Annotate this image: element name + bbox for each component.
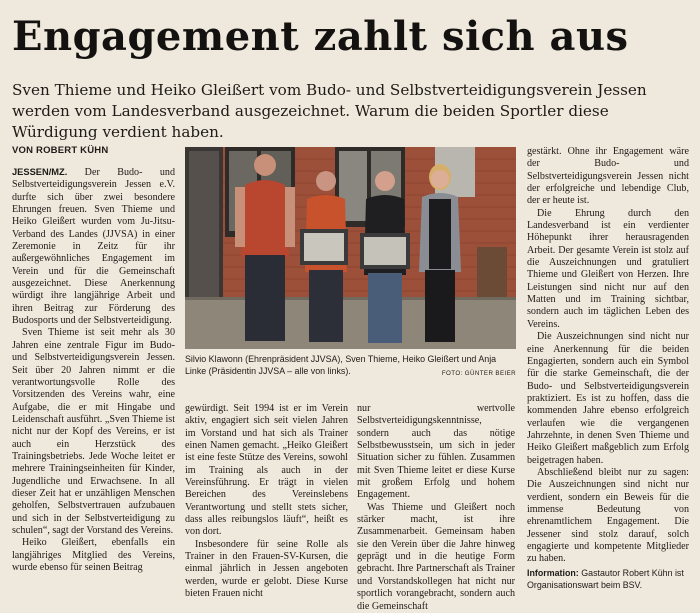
paragraph	[12, 166, 175, 327]
subheadline: Sven Thieme und Heiko Gleißert vom Budo- und Selbstverteidigungsverein Jessen werden vom Landesverband ausgezeichnet. Warum die beiden Sportler diese Würdigung verdient haben.	[12, 81, 647, 141]
paragraph: Heiko Gleißert, ebenfalls ein langjähriges Mitglied des Vereins, wurde ebenso für seinen Beitrag	[12, 537, 175, 573]
paragraph: Abschließend bleibt nur zu sagen: Die Auszeichnungen sind nicht nur verdient, sondern ein Beweis für die immense Bedeutung von ehrenamtlichem Engagement. Die Jessener sind stolz darauf, solch engagierte und kompetente Mitglieder zu haben.	[527, 466, 689, 565]
article-column-1	[12, 166, 175, 602]
award-photo-illustration	[185, 147, 516, 349]
paragraph: gestärkt. Ohne ihr Engagement wäre der Budo- und Selbstverteidigungsverein Jessen nicht der erfolgreiche und lebendige Club, der er heute ist.	[527, 146, 689, 207]
info-label: Information:	[527, 568, 579, 578]
headline: Engagement zahlt sich aus	[12, 13, 629, 60]
byline: VON ROBERT KÜHN	[12, 145, 109, 156]
caption-text: Silvio Klawonn (Ehrenpräsident JJVSA), Sven Thieme, Heiko Gleißert und Anja Linke (Präsidentin JJVSA – alle von links).	[185, 354, 497, 376]
paragraph: Die Ehrung durch den Landesverband ist ein verdienter Höhepunkt ihrer herausragenden Arbeit. Der gesamte Verein ist stolz auf die Auszeichnungen und gratuliert Thieme und Gleißert von Herzen. Ihre Leistungen sind nicht nur auf den Matten und im Training sichtbar, sondern auch im täglichen Leben des Vereins.	[527, 207, 689, 330]
article-column-4	[527, 146, 689, 566]
article-column-2	[185, 403, 348, 603]
info-text: Gastautor Robert Kühn ist Organisationswart beim BSV.	[527, 568, 684, 590]
paragraph: Was Thieme und Gleißert noch stärker macht, ist ihre Zusammenarbeit. Gemeinsam haben sie den Verein über die Jahre hinweg geprägt und in die heutige Form gebracht. Ihre Partnerschaft als Trainer und Vorstandskollegen hat nicht nur sportlich vorangebracht, sondern auch die Gemeinschaft	[357, 501, 515, 612]
paragraph: gewürdigt. Seit 1994 ist er im Verein aktiv, engagiert sich seit vielen Jahren im Vorstand und hat sich als Trainer einen Namen gemacht. „Heiko Gleißert ist eine feste Stütze des Vereins, sowohl im Training als auch in der Vereinsführung. Er trägt in vielen Bereichen des Vereinslebens Verantwortung und stellt stets sicher, dass alles reibungslos läuft“, heißt es von dort.	[185, 403, 348, 538]
dateline: JESSEN/MZ.	[12, 167, 68, 177]
author-info	[527, 568, 689, 591]
paragraph: nur wertvolle Selbstverteidigungskenntnisse, sondern auch das nötige Selbstbewusstsein, um sich in jeder Situation sicher zu fühlen. Zusammen mit Sven Thieme leitet er diese Kurse mit großem Erfolg und hohem Engagement.	[357, 403, 515, 501]
photo-caption	[185, 354, 516, 379]
paragraph: Insbesondere für seine Rolle als Trainer in den Frauen-SV-Kursen, die einmal jährlich in Jessen angeboten werden, wurde er gelobt. Diese Kurse bieten Frauen nicht	[185, 538, 348, 600]
article-column-3	[357, 403, 515, 612]
paragraph: Sven Thieme ist seit mehr als 30 Jahren eine zentrale Figur im Budo- und Selbstverteidigungsverein Jessen. Seit über 20 Jahren nimmt er die verantwortungsvolle Rolle des Vorsitzenden des Vereins wahr, eine Aufgabe, die er mit Hingabe und Leidenschaft ausführt. „Sven Thieme ist nicht nur der Kopf des Vereins, er ist auch ein Herzstück des Trainingsbetriebs. Jede Woche leitet er mehrere Trainingseinheiten für Kinder, Jugendliche und Erwachsene. In all dieser Zeit hat er unzähligen Menschen geholfen, Selbstvertrauen aufzubauen und sich in der Selbstverteidigung zu schulen“, sagt der Vorstand des Vereins.	[12, 327, 175, 536]
paragraph-text: Der Budo- und Selbstverteidigungsverein Jessen e.V. durfte sich über zwei besondere Ehrungen freuen. Sven Thieme und Heiko Gleißert wurden vom Ju-Jitsu-Verband des Landes (JJVSA) in einer Zeremonie in Zeitz für ihr außergewöhnliches Engagement im Verein und für die Gemeinschaft ausgezeichnet. Diese Anerkennung würdigt ihre langjährige Arbeit und ihren Beitrag zur Förderung des Budosports und der Selbstverteidigung.	[12, 167, 175, 327]
paragraph: Die Auszeichnungen sind nicht nur eine Anerkennung für die beiden Engagierten, sondern auch ein Symbol für die starke Gemeinschaft, die der Budo- und Selbstverteidigungsverein praktiziert. Es ist zu hoffen, dass die kommenden Jahre ebenso erfolgreich verlaufen wie die vergangenen Jahrzehnte, in denen Sven Thieme und Heiko Gleißert maßgeblich zum Erfolg beigetragen haben.	[527, 331, 689, 466]
photo-credit: FOTO: GÜNTER BEIER	[441, 369, 516, 377]
award-photo	[185, 147, 516, 349]
